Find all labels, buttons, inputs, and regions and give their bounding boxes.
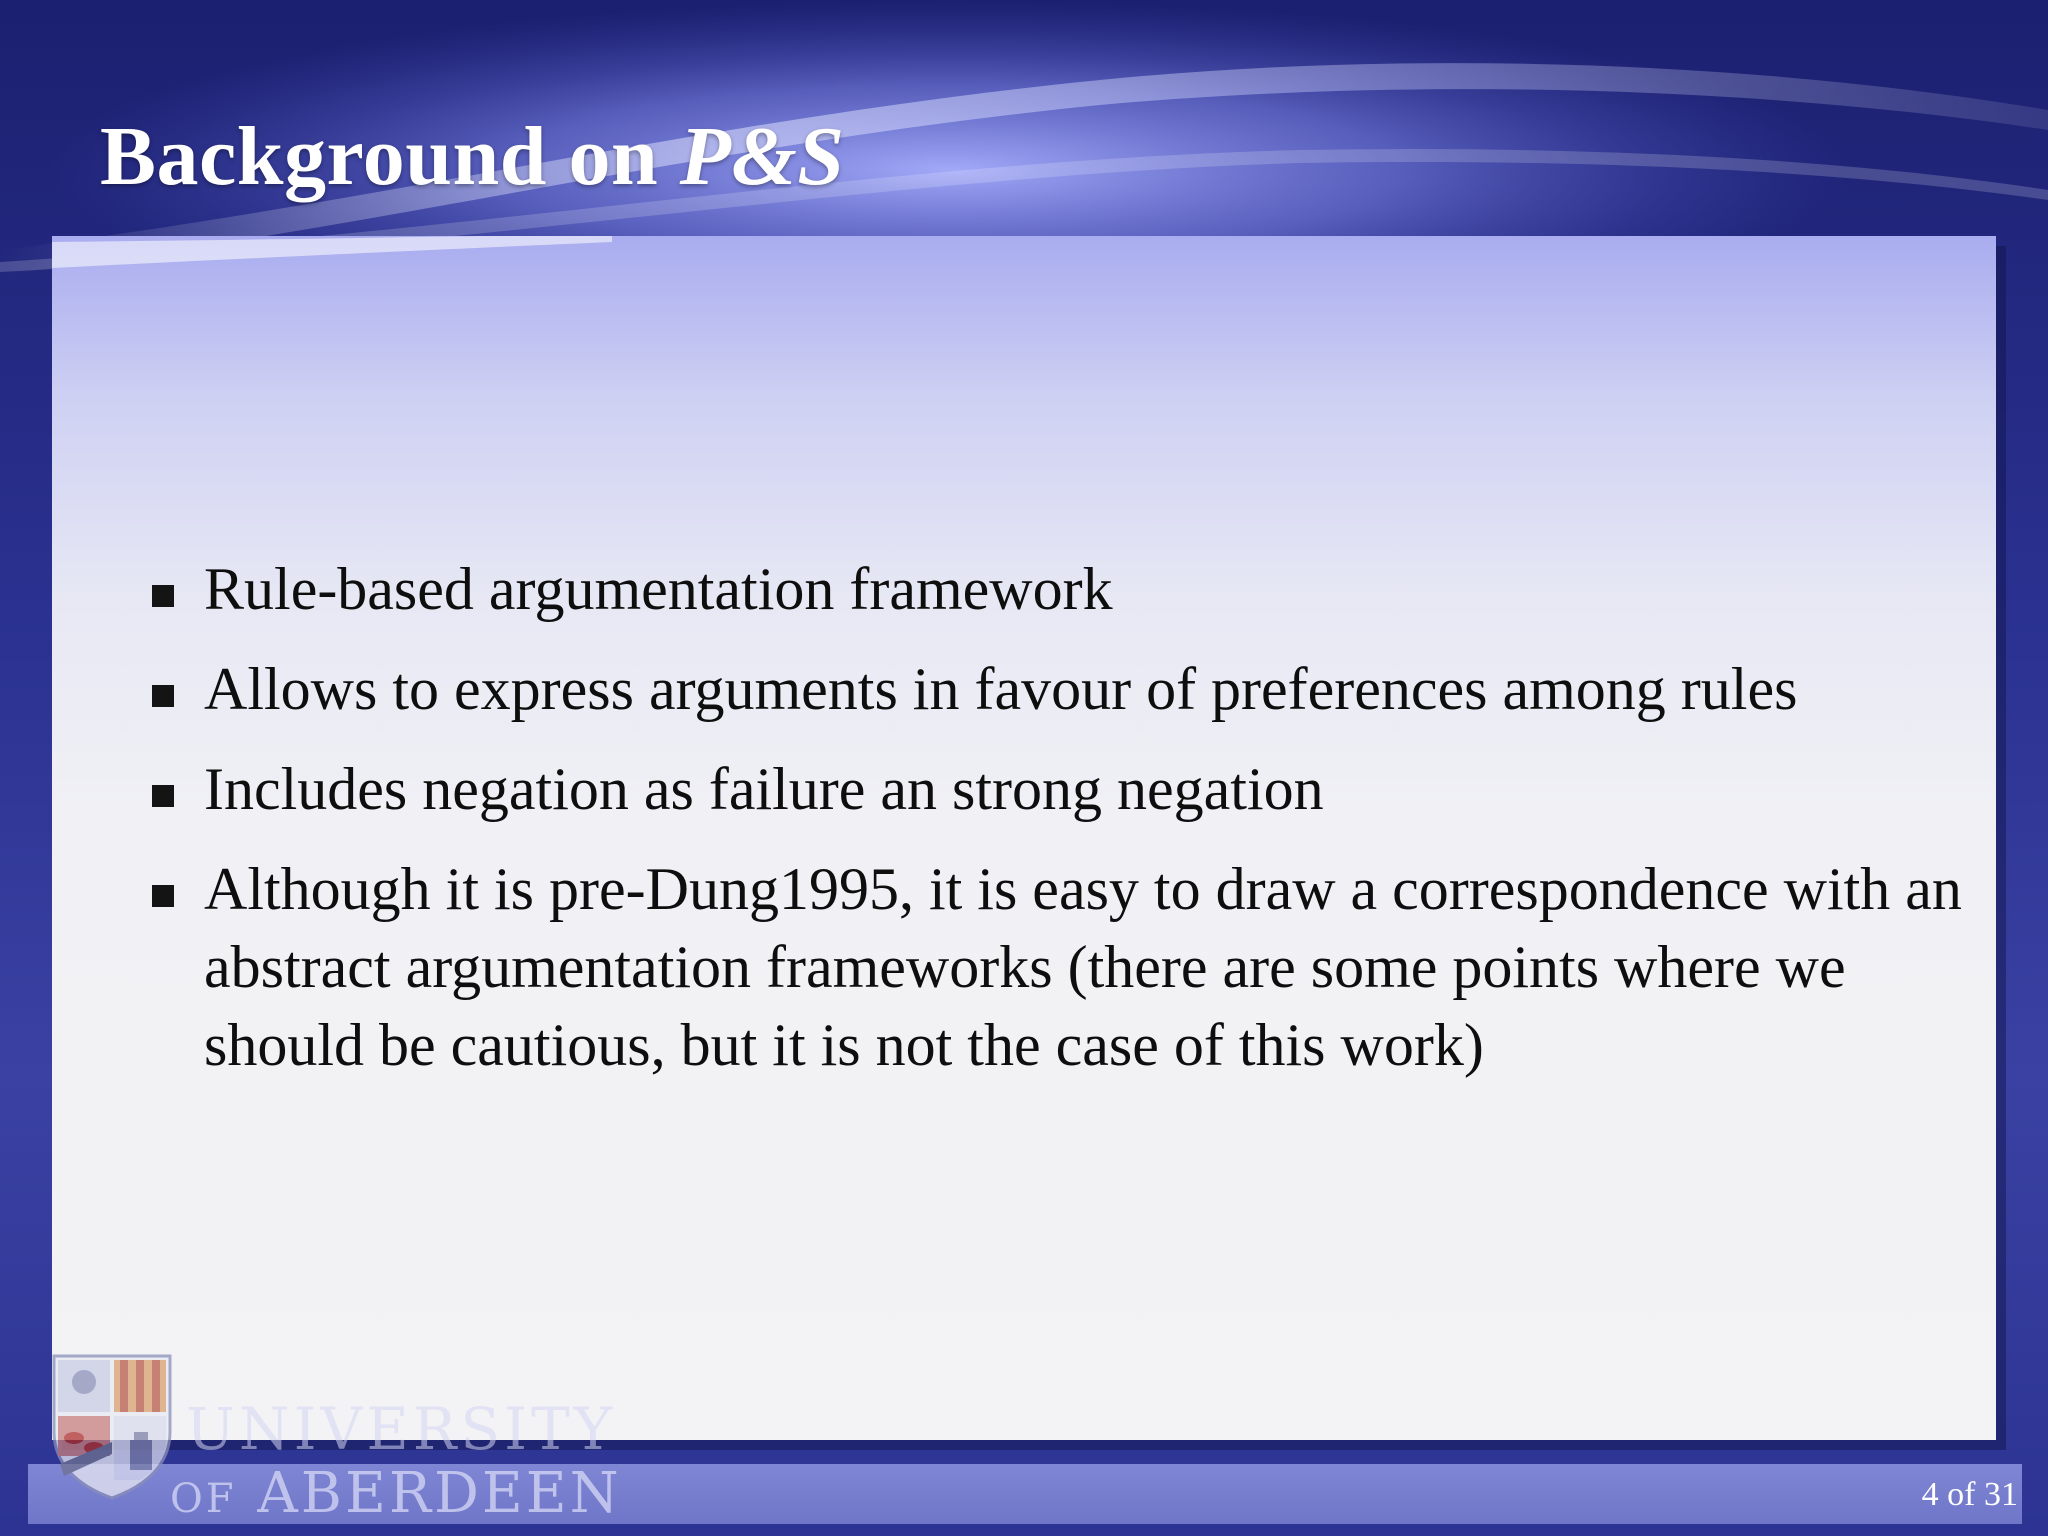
university-crest-icon bbox=[50, 1352, 174, 1500]
logo-university-text: UNIVERSITY bbox=[186, 1395, 617, 1463]
logo-of-text: OF bbox=[170, 1476, 237, 1522]
bullet-text: Allows to express arguments in favour of preferences among rules bbox=[204, 656, 1798, 722]
bullet-item bbox=[152, 750, 1982, 828]
panel-sheen-decoration bbox=[52, 236, 1996, 346]
logo-aberdeen-word: ABERDEEN bbox=[257, 1461, 622, 1526]
bullet-item bbox=[152, 550, 1982, 628]
page-number: 4 of 31 bbox=[1921, 1476, 2018, 1513]
slide-title bbox=[100, 108, 845, 205]
bullet-item bbox=[152, 650, 1982, 728]
bullet-item bbox=[152, 850, 1982, 1084]
slide-title-italic: P&S bbox=[679, 110, 845, 203]
bullet-list bbox=[152, 550, 1982, 1106]
bullet-square-icon bbox=[152, 785, 174, 807]
bullet-text: Although it is pre-Dung1995, it is easy to draw a correspondence with an abstract argumentation frameworks (there are some points where we should be cautious, but it is not the case of this work) bbox=[204, 856, 1962, 1078]
bullet-text: Includes negation as failure an strong negation bbox=[204, 756, 1324, 822]
logo-aberdeen-text bbox=[170, 1461, 622, 1526]
bullet-text: Rule-based argumentation framework bbox=[204, 556, 1113, 622]
bullet-square-icon bbox=[152, 685, 174, 707]
bullet-square-icon bbox=[152, 585, 174, 607]
slide-title-text: Background on bbox=[100, 110, 659, 203]
bullet-square-icon bbox=[152, 885, 174, 907]
